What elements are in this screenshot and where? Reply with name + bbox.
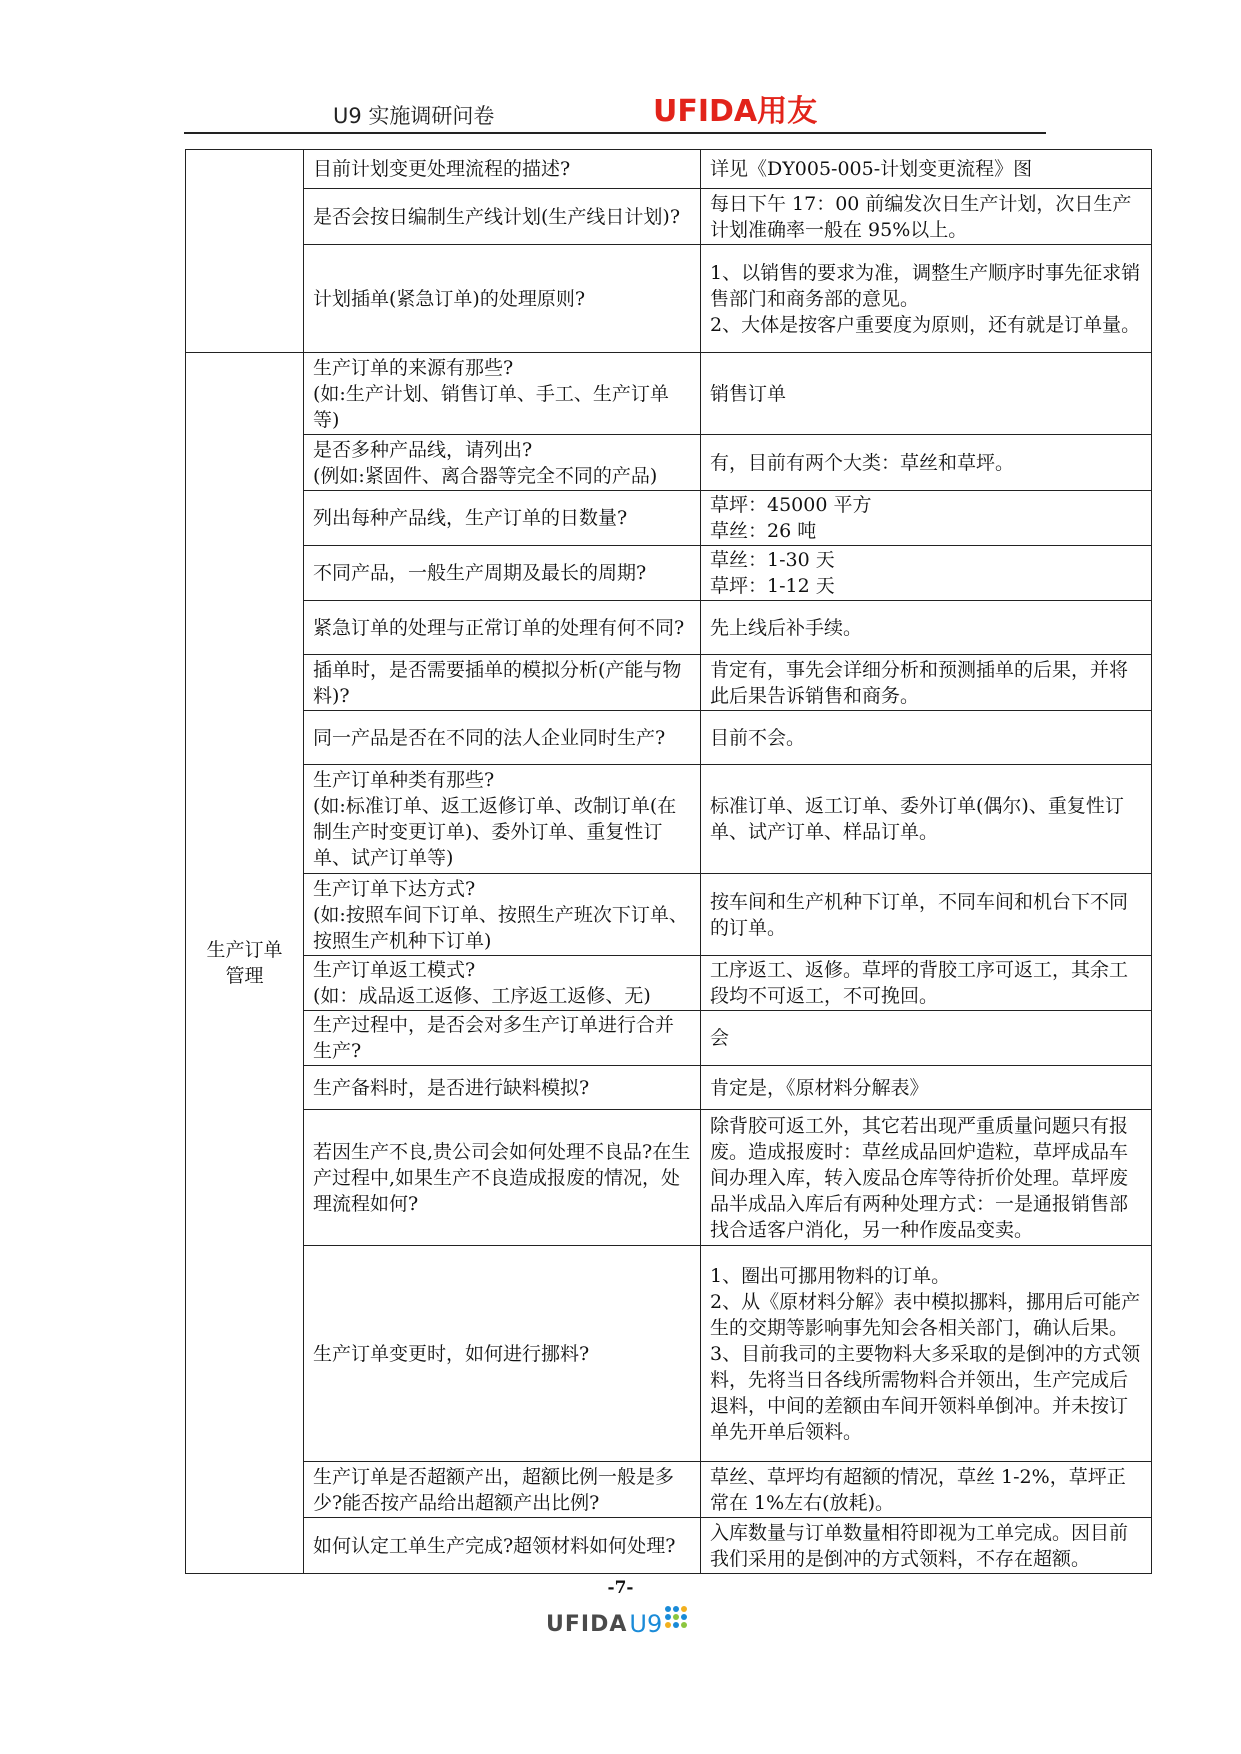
table-row — [186, 353, 1152, 435]
page-number: -7- — [607, 1578, 634, 1598]
table-row — [186, 150, 1152, 189]
table-row — [186, 435, 1152, 491]
answer-cell: 草丝：1-30 天 草坪：1-12 天 — [701, 546, 1152, 601]
table-row — [186, 1518, 1152, 1574]
table-row — [186, 1066, 1152, 1110]
answer-cell: 有，目前有两个大类：草丝和草坪。 — [701, 435, 1152, 491]
question-cell: 生产订单返工模式? (如：成品返工返修、工序返工返修、无) — [304, 956, 701, 1011]
answer-cell: 先上线后补手续。 — [701, 601, 1152, 655]
table-row — [186, 601, 1152, 655]
question-cell: 不同产品，一般生产周期及最长的周期? — [304, 546, 701, 601]
answer-cell: 肯定有，事先会详细分析和预测插单的后果，并将此后果告诉销售和商务。 — [701, 655, 1152, 711]
question-cell: 是否多种产品线，请列出? (例如:紧固件、离合器等完全不同的产品) — [304, 435, 701, 491]
answer-cell: 会 — [701, 1011, 1152, 1066]
table-row — [186, 1110, 1152, 1246]
ufida-u9-logo — [546, 1610, 687, 1638]
table-row — [186, 956, 1152, 1011]
question-cell: 同一产品是否在不同的法人企业同时生产? — [304, 711, 701, 765]
answer-cell: 销售订单 — [701, 353, 1152, 435]
footer-product-text: U9 — [629, 1610, 663, 1638]
question-cell: 生产订单变更时，如何进行挪料? — [304, 1246, 701, 1462]
category-cell: 生产订单 管理 — [186, 353, 304, 1574]
question-cell: 是否会按日编制生产线计划(生产线日计划)? — [304, 189, 701, 245]
answer-cell: 1、以销售的要求为准，调整生产顺序时事先征求销售部门和商务部的意见。 2、大体是按客户重要度为原则，还有就是订单量。 — [701, 245, 1152, 353]
category-cell-empty — [186, 150, 304, 353]
answer-cell: 标准订单、返工订单、委外订单(偶尔)、重复性订单、试产订单、样品订单。 — [701, 765, 1152, 874]
question-cell: 生产过程中，是否会对多生产订单进行合并生产? — [304, 1011, 701, 1066]
table-row — [186, 546, 1152, 601]
header-title: U9 实施调研问卷 — [333, 104, 495, 128]
answer-cell: 按车间和生产机种下订单，不同车间和机台下不同的订单。 — [701, 874, 1152, 956]
question-cell: 若因生产不良,贵公司会如何处理不良品?在生产过程中,如果生产不良造成报废的情况，处理流程如何? — [304, 1110, 701, 1246]
question-cell: 列出每种产品线，生产订单的日数量? — [304, 491, 701, 546]
answer-cell: 详见《DY005-005-计划变更流程》图 — [701, 150, 1152, 189]
table-row — [186, 874, 1152, 956]
answer-cell: 工序返工、返修。草坪的背胶工序可返工，其余工段均不可返工，不可挽回。 — [701, 956, 1152, 1011]
answer-cell: 草丝、草坪均有超额的情况，草丝 1-2%，草坪正常在 1%左右(放耗)。 — [701, 1462, 1152, 1518]
question-cell: 插单时，是否需要插单的模拟分析(产能与物料)? — [304, 655, 701, 711]
question-cell: 目前计划变更处理流程的描述? — [304, 150, 701, 189]
answer-cell: 1、圈出可挪用物料的订单。 2、从《原材料分解》表中模拟挪料，挪用后可能产生的交期等影响事先知会各相关部门，确认后果。 3、目前我司的主要物料大多采取的是倒冲的方式领料，先将当日各线所需物料合并领出，生产完成后退料，中间的差额由车间开领料单倒冲。并未按订单先开单后领料。 — [701, 1246, 1152, 1462]
ufida-logo: UFIDA用友 — [653, 94, 818, 129]
question-cell: 紧急订单的处理与正常订单的处理有何不同? — [304, 601, 701, 655]
table-row — [186, 245, 1152, 353]
header-divider — [184, 132, 1046, 134]
question-cell: 生产订单是否超额产出，超额比例一般是多少?能否按产品给出超额产出比例? — [304, 1462, 701, 1518]
table-row — [186, 491, 1152, 546]
answer-cell: 草坪：45000 平方 草丝：26 吨 — [701, 491, 1152, 546]
answer-cell: 目前不会。 — [701, 711, 1152, 765]
table-row — [186, 765, 1152, 874]
question-cell: 生产订单下达方式? (如:按照车间下订单、按照生产班次下订单、按照生产机种下订单) — [304, 874, 701, 956]
table-row — [186, 1011, 1152, 1066]
table-row — [186, 1462, 1152, 1518]
question-cell: 生产订单的来源有那些? (如:生产计划、销售订单、手工、生产订单等) — [304, 353, 701, 435]
table-row — [186, 711, 1152, 765]
survey-table — [185, 149, 1152, 1574]
question-cell: 生产订单种类有那些? (如:标准订单、返工返修订单、改制订单(在制生产时变更订单)、委外订单、重复性订单、试产订单等) — [304, 765, 701, 874]
table-row — [186, 655, 1152, 711]
footer-brand-text: UFIDA — [546, 1611, 628, 1637]
question-cell: 生产备料时，是否进行缺料模拟? — [304, 1066, 701, 1110]
answer-cell: 入库数量与订单数量相符即视为工单完成。因目前我们采用的是倒冲的方式领料，不存在超额。 — [701, 1518, 1152, 1574]
question-cell: 计划插单(紧急订单)的处理原则? — [304, 245, 701, 353]
question-cell: 如何认定工单生产完成?超领材料如何处理? — [304, 1518, 701, 1574]
answer-cell: 每日下午 17：00 前编发次日生产计划，次日生产计划准确率一般在 95%以上。 — [701, 189, 1152, 245]
table-row — [186, 1246, 1152, 1462]
answer-cell: 除背胶可返工外，其它若出现严重质量问题只有报废。造成报废时：草丝成品回炉造粒，草坪成品车间办理入库，转入废品仓库等待折价处理。草坪废品半成品入库后有两种处理方式：一是通报销售部找合适客户消化，另一种作废品变卖。 — [701, 1110, 1152, 1246]
u9-dots-icon — [665, 1606, 687, 1628]
table-row — [186, 189, 1152, 245]
answer-cell: 肯定是，《原材料分解表》 — [701, 1066, 1152, 1110]
